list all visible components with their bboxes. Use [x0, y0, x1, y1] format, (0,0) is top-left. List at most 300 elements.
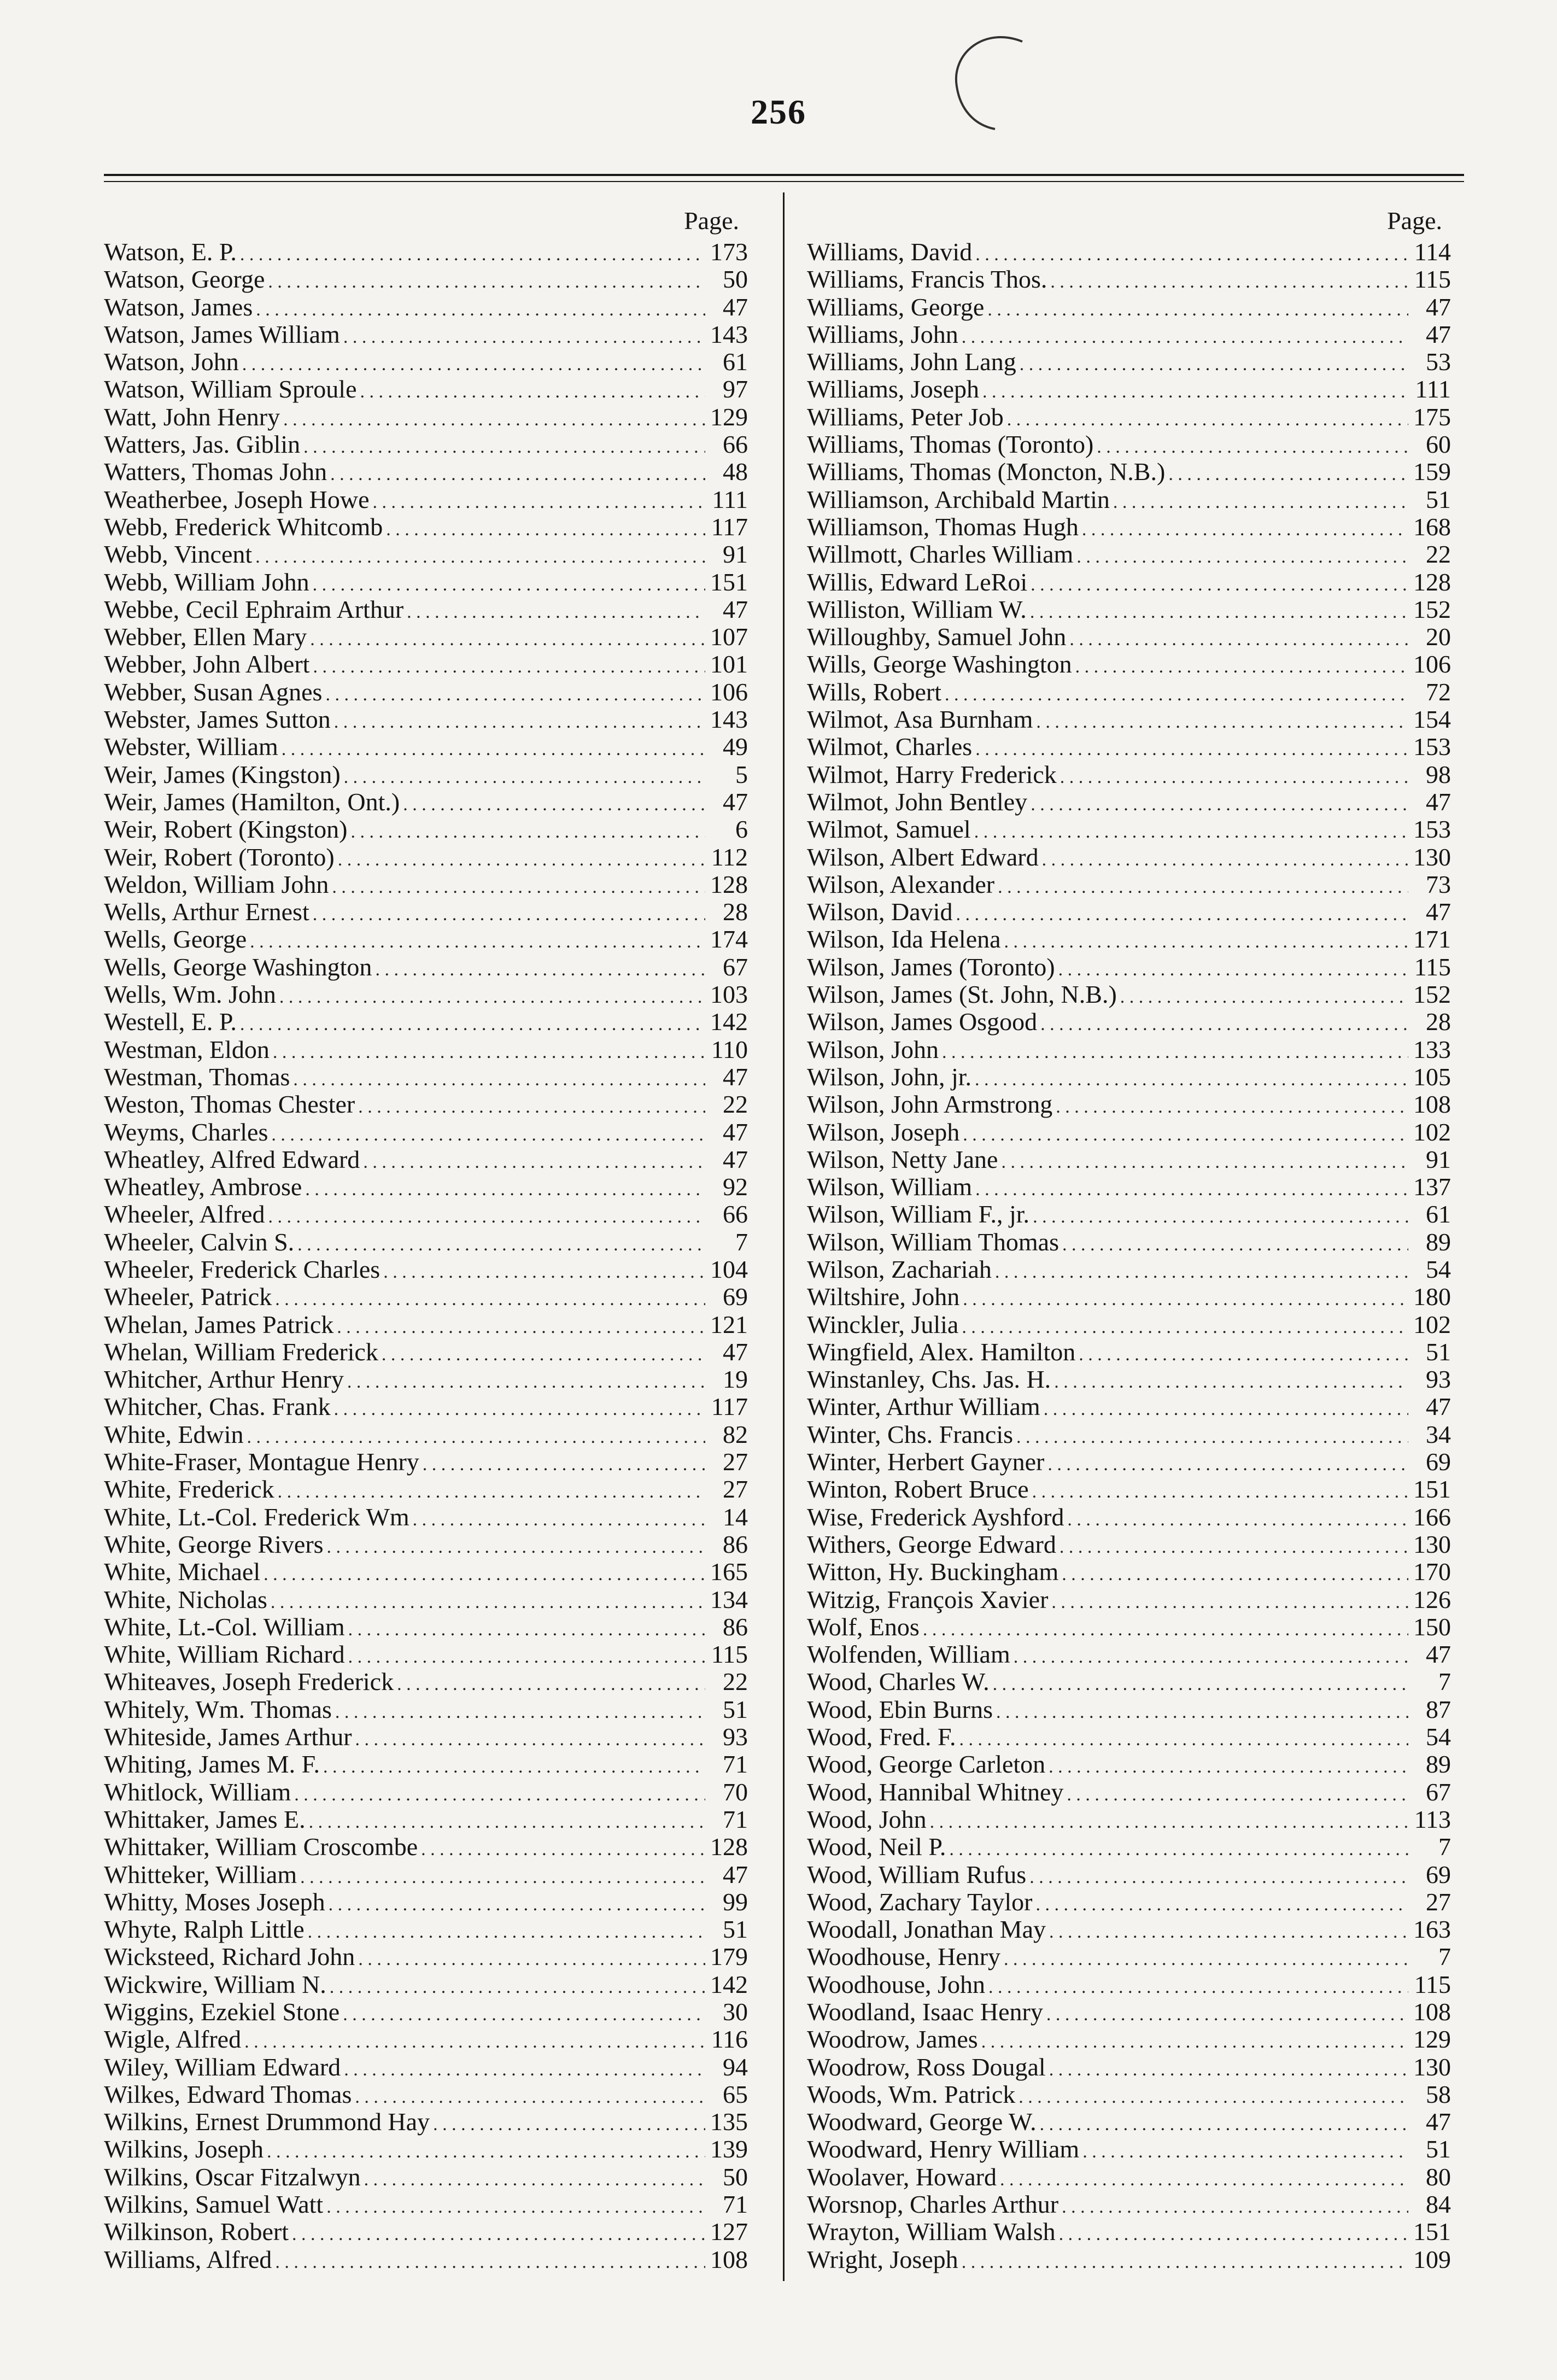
index-entry [807, 1283, 1451, 1311]
index-entry [104, 651, 748, 678]
entry-name: Wells, George [104, 925, 247, 954]
dot-leader [1060, 764, 1408, 791]
entry-name: Wheatley, Alfred Edward [104, 1145, 360, 1173]
entry-page-number: 135 [710, 2108, 748, 2136]
entry-page-number: 152 [1413, 980, 1451, 1009]
entry-page-number: 142 [710, 1008, 748, 1036]
dot-leader [1020, 351, 1408, 378]
entry-name: Wilkins, Oscar Fitzalwyn [104, 2162, 361, 2191]
entry-page-number: 86 [723, 1612, 748, 1641]
dot-leader [1032, 1478, 1408, 1506]
dot-leader [962, 1314, 1408, 1341]
index-entry [807, 1641, 1451, 1668]
entry-page-number: 6 [735, 815, 748, 844]
entry-name: Whiteaves, Joseph Frederick [104, 1668, 394, 1696]
index-entry [104, 1971, 748, 1998]
dot-leader [347, 1369, 705, 1396]
entry-name: Wilmot, Samuel [807, 815, 971, 844]
entry-page-number: 115 [1414, 1970, 1451, 1998]
entry-page-number: 130 [1413, 2052, 1451, 2081]
index-entry [807, 844, 1451, 871]
entry-page-number: 143 [710, 320, 748, 348]
dot-leader [383, 1259, 705, 1286]
entry-name: Winstanley, Chs. Jas. H. [807, 1365, 1051, 1394]
entry-page-number: 106 [1413, 650, 1451, 679]
dot-leader [348, 1616, 705, 1644]
index-entry [807, 486, 1451, 513]
entry-name: Wilmot, Harry Frederick [807, 760, 1057, 788]
entry-page-number: 51 [723, 1695, 748, 1723]
entry-page-number: 87 [1426, 1695, 1451, 1723]
entry-page-number: 89 [1426, 1750, 1451, 1779]
dot-leader [1035, 1891, 1408, 1919]
entry-page-number: 84 [1426, 2190, 1451, 2219]
dot-leader [240, 1011, 705, 1038]
entry-name: Whittaker, James E. [104, 1805, 306, 1833]
entry-page-number: 86 [723, 1530, 748, 1558]
index-entry [807, 1943, 1451, 1970]
index-entry [104, 788, 748, 816]
entry-page-number: 102 [1413, 1118, 1451, 1146]
dot-leader [1044, 1396, 1408, 1423]
dot-leader [375, 956, 705, 984]
dot-leader [1030, 599, 1408, 626]
dot-leader [355, 1726, 705, 1753]
entry-name: Williams, John [807, 320, 958, 348]
index-entry [104, 1943, 748, 1970]
entry-page-number: 111 [712, 485, 748, 513]
entry-name: White-Fraser, Montague Henry [104, 1448, 419, 1476]
dot-leader [975, 241, 1408, 268]
page-column-heading: Page. [1387, 207, 1442, 235]
entry-name: Wills, Robert [807, 677, 942, 706]
index-entry [104, 1504, 748, 1531]
entry-name: Watson, John [104, 348, 239, 376]
dot-leader [244, 2028, 705, 2056]
entry-page-number: 179 [710, 1943, 748, 1971]
index-entry [104, 294, 748, 321]
index-entry [807, 1833, 1451, 1861]
dot-leader [1046, 2001, 1408, 2028]
entry-name: White, George Rivers [104, 1530, 324, 1558]
dot-leader [975, 1066, 1408, 1093]
entry-name: Whittaker, William Croscombe [104, 1833, 418, 1861]
index-entry [104, 1256, 748, 1283]
dot-leader [923, 1616, 1408, 1644]
entry-page-number: 61 [1426, 1200, 1451, 1229]
index-entry [104, 981, 748, 1008]
entry-page-number: 129 [1413, 2025, 1451, 2054]
entry-name: Wilkins, Ernest Drummond Hay [104, 2108, 430, 2136]
entry-page-number: 137 [1413, 1173, 1451, 1201]
dot-leader [268, 1203, 705, 1231]
dot-leader [305, 1176, 705, 1203]
dot-leader [981, 2028, 1408, 2056]
entry-name: Watson, George [104, 265, 265, 294]
entry-name: Wilson, William [807, 1173, 973, 1201]
dot-leader [326, 2194, 705, 2221]
index-list-left [104, 238, 748, 2273]
column-divider [783, 192, 785, 2281]
dot-leader [1040, 2111, 1408, 2138]
index-entry [807, 679, 1451, 706]
index-entry [807, 2218, 1451, 2245]
dot-leader [1042, 846, 1408, 874]
dot-leader [358, 1093, 705, 1121]
dot-leader [382, 1341, 705, 1369]
dot-leader [256, 296, 705, 324]
entry-page-number: 151 [1413, 2218, 1451, 2246]
index-entry [104, 2026, 748, 2053]
entry-name: Webb, Vincent [104, 540, 253, 569]
entry-name: Wilkes, Edward Thomas [104, 2080, 352, 2108]
index-entry [104, 1723, 748, 1751]
entry-page-number: 47 [723, 293, 748, 321]
entry-name: Williams, George [807, 293, 985, 321]
index-entry [104, 816, 748, 843]
entry-page-number: 159 [1413, 458, 1451, 486]
entry-name: Wheeler, Calvin S. [104, 1227, 295, 1256]
entry-name: Wood, George Carleton [807, 1750, 1046, 1779]
entry-page-number: 49 [723, 733, 748, 761]
index-entry [807, 266, 1451, 293]
dot-leader [1062, 2194, 1408, 2221]
index-entry [807, 1696, 1451, 1723]
dot-leader [998, 874, 1408, 901]
entry-page-number: 54 [1426, 1255, 1451, 1283]
entry-page-number: 97 [723, 375, 748, 404]
entry-name: Whiting, James M. F. [104, 1750, 320, 1779]
entry-name: Watson, James [104, 293, 253, 321]
dot-leader [271, 1121, 705, 1149]
entry-page-number: 69 [723, 1283, 748, 1311]
dot-leader [360, 378, 706, 406]
entry-name: Williams, Joseph [807, 375, 980, 404]
dot-leader [294, 1781, 705, 1809]
entry-page-number: 27 [723, 1475, 748, 1504]
index-entry [807, 2246, 1451, 2273]
entry-page-number: 58 [1426, 2080, 1451, 2108]
entry-page-number: 7 [1438, 1833, 1451, 1861]
entry-name: Wood, Zachary Taylor [807, 1887, 1033, 1916]
entry-page-number: 73 [1426, 870, 1451, 898]
entry-page-number: 174 [710, 925, 748, 954]
entry-page-number: 116 [711, 2025, 748, 2054]
index-entry [104, 1173, 748, 1201]
entry-name: Winter, Chs. Francis [807, 1420, 1014, 1448]
index-entry [807, 541, 1451, 568]
dot-leader [338, 846, 705, 874]
entry-page-number: 106 [710, 677, 748, 706]
entry-page-number: 51 [1426, 485, 1451, 513]
entry-page-number: 47 [723, 595, 748, 623]
entry-page-number: 47 [1426, 787, 1451, 816]
dot-leader [974, 818, 1408, 846]
dot-leader [982, 378, 1408, 406]
entry-name: Woodhouse, Henry [807, 1943, 1001, 1971]
entry-name: Wilson, Zachariah [807, 1255, 992, 1283]
entry-page-number: 47 [1426, 293, 1451, 321]
index-entry [104, 761, 748, 788]
entry-page-number: 47 [723, 1145, 748, 1173]
entry-page-number: 22 [723, 1668, 748, 1696]
dot-leader [313, 571, 705, 599]
index-entry [104, 1641, 748, 1668]
dot-leader [335, 1699, 705, 1726]
entry-name: Wilson, John, jr. [807, 1062, 971, 1091]
entry-name: Whelan, James Patrick [104, 1310, 334, 1338]
entry-page-number: 171 [1413, 925, 1451, 954]
entry-page-number: 66 [723, 1200, 748, 1229]
index-entry [104, 954, 748, 981]
entry-page-number: 80 [1426, 2162, 1451, 2191]
dot-leader [275, 1286, 705, 1313]
dot-leader [282, 736, 705, 763]
index-entry [807, 816, 1451, 843]
index-entry [104, 1779, 748, 1806]
dot-leader [407, 599, 705, 626]
index-entry [104, 1998, 748, 2026]
dot-leader [403, 791, 705, 818]
index-entry [104, 404, 748, 431]
index-entry [807, 1558, 1451, 1586]
index-entry [104, 1063, 748, 1091]
entry-page-number: 47 [723, 1062, 748, 1091]
entry-name: Westman, Thomas [104, 1062, 290, 1091]
index-entry [807, 733, 1451, 761]
entry-page-number: 153 [1413, 733, 1451, 761]
entry-page-number: 151 [1413, 1475, 1451, 1504]
index-entry [104, 1833, 748, 1861]
index-list-right [807, 238, 1451, 2273]
entry-page-number: 108 [1413, 1090, 1451, 1119]
index-entry [104, 1861, 748, 1888]
dot-leader [1051, 1589, 1408, 1616]
dot-leader [1067, 1781, 1408, 1809]
index-entry [104, 1393, 748, 1420]
index-entry [807, 1063, 1451, 1091]
entry-page-number: 130 [1413, 1530, 1451, 1558]
index-entry [807, 1338, 1451, 1366]
entry-name: Watters, Thomas John [104, 458, 327, 486]
entry-page-number: 128 [710, 1833, 748, 1861]
dot-leader [1082, 516, 1408, 543]
dot-leader [1014, 1644, 1408, 1671]
entry-name: White, Michael [104, 1558, 261, 1586]
entry-name: Wood, Fred. F. [807, 1723, 956, 1751]
entry-page-number: 104 [710, 1255, 748, 1283]
entry-page-number: 47 [1426, 1393, 1451, 1421]
index-entry [104, 1696, 748, 1723]
index-entry [104, 348, 748, 376]
entry-page-number: 165 [710, 1558, 748, 1586]
entry-name: Weir, Robert (Kingston) [104, 815, 348, 844]
dot-leader [343, 324, 705, 351]
index-entry [104, 1229, 748, 1256]
index-entry [807, 2191, 1451, 2218]
entry-page-number: 67 [723, 952, 748, 981]
entry-name: Wickwire, William N. [104, 1970, 326, 1998]
entry-name: Whitely, Wm. Thomas [104, 1695, 332, 1723]
index-entry [807, 871, 1451, 898]
entry-page-number: 93 [1426, 1365, 1451, 1394]
entry-name: Wood, John [807, 1805, 927, 1833]
index-entry [807, 1998, 1451, 2026]
entry-page-number: 47 [723, 1118, 748, 1146]
index-entry [104, 1751, 748, 1778]
dot-leader [1016, 1424, 1408, 1451]
entry-page-number: 112 [711, 843, 748, 871]
entry-name: Woodall, Jonathan May [807, 1915, 1046, 1944]
index-entry [807, 1311, 1451, 1338]
entry-name: White, Frederick [104, 1475, 274, 1504]
dot-leader [1031, 791, 1408, 818]
entry-name: Watson, E. P. [104, 238, 237, 266]
index-entry [104, 2246, 748, 2273]
dot-leader [1040, 1011, 1408, 1038]
index-entry [807, 1586, 1451, 1613]
entry-page-number: 105 [1413, 1062, 1451, 1091]
entry-page-number: 66 [723, 430, 748, 459]
entry-name: Weir, Robert (Toronto) [104, 843, 335, 871]
entry-name: White, Edwin [104, 1420, 244, 1448]
dot-leader [1075, 653, 1408, 681]
dot-leader [313, 901, 705, 928]
dot-leader [334, 1396, 705, 1423]
entry-name: Wood, Neil P. [807, 1833, 946, 1861]
dot-leader [1029, 1864, 1408, 1891]
entry-name: Whitcher, Chas. Frank [104, 1393, 331, 1421]
index-entry [807, 1448, 1451, 1476]
dot-leader [283, 406, 705, 434]
dot-leader [355, 2084, 705, 2111]
dot-leader [344, 2056, 705, 2084]
entry-name: Wilmot, John Bentley [807, 787, 1028, 816]
dot-leader [373, 489, 706, 516]
dot-leader [313, 653, 705, 681]
entry-page-number: 111 [1415, 375, 1451, 404]
entry-name: Woods, Wm. Patrick [807, 2080, 1016, 2108]
index-entry [104, 926, 748, 953]
header-rule [104, 174, 1464, 176]
entry-name: Wilmot, Charles [807, 733, 973, 761]
dot-leader [1050, 268, 1408, 296]
entry-name: Willis, Edward LeRoi [807, 568, 1028, 596]
index-entry [104, 1421, 748, 1448]
entry-name: Wilkins, Samuel Watt [104, 2190, 324, 2219]
dot-leader [975, 1176, 1408, 1203]
entry-name: Westman, Eldon [104, 1035, 270, 1063]
entry-page-number: 54 [1426, 1723, 1451, 1751]
entry-name: Wood, William Rufus [807, 1860, 1027, 1888]
entry-name: Whelan, William Frederick [104, 1337, 378, 1366]
dot-leader [334, 709, 705, 736]
dot-leader [264, 1561, 705, 1588]
entry-page-number: 50 [723, 2162, 748, 2191]
entry-page-number: 27 [723, 1448, 748, 1476]
index-entry [807, 1668, 1451, 1695]
dot-leader [247, 1424, 706, 1451]
entry-name: Wiley, William Edward [104, 2052, 341, 2081]
index-entry [104, 1311, 748, 1338]
dot-leader [1004, 928, 1408, 956]
entry-page-number: 14 [723, 1502, 748, 1531]
dot-leader [1054, 1369, 1408, 1396]
dot-leader [364, 2166, 705, 2194]
entry-page-number: 67 [1426, 1777, 1451, 1806]
index-entry [104, 2136, 748, 2163]
entry-name: Wilson, Ida Helena [807, 925, 1001, 954]
index-entry [807, 431, 1451, 458]
entry-page-number: 93 [723, 1723, 748, 1751]
entry-name: Watt, John Henry [104, 402, 280, 431]
entry-page-number: 72 [1426, 677, 1451, 706]
index-entry [104, 1668, 748, 1695]
entry-page-number: 89 [1426, 1227, 1451, 1256]
index-entry [807, 788, 1451, 816]
entry-name: Winter, Arthur William [807, 1393, 1040, 1421]
entry-page-number: 51 [1426, 1337, 1451, 1366]
entry-name: Wise, Frederick Ayshford [807, 1502, 1064, 1531]
index-entry [807, 761, 1451, 788]
index-entry [807, 1173, 1451, 1201]
left-column [104, 203, 748, 2273]
entry-name: Wilson, William Thomas [807, 1227, 1059, 1256]
index-entry [807, 1531, 1451, 1558]
entry-page-number: 102 [1413, 1310, 1451, 1338]
index-entry [104, 733, 748, 761]
entry-page-number: 103 [710, 980, 748, 1009]
index-entry [104, 321, 748, 348]
entry-name: Withers, George Edward [807, 1530, 1056, 1558]
index-entry [807, 2081, 1451, 2108]
entry-page-number: 134 [710, 1585, 748, 1613]
dot-leader [337, 1314, 705, 1341]
index-entry [807, 348, 1451, 376]
index-entry [807, 321, 1451, 348]
entry-page-number: 51 [723, 1915, 748, 1944]
entry-page-number: 173 [710, 238, 748, 266]
entry-name: Worsnop, Charles Arthur [807, 2190, 1059, 2219]
entry-name: Wilson, James (St. John, N.B.) [807, 980, 1117, 1009]
entry-page-number: 142 [710, 1970, 748, 1998]
index-entry [104, 1888, 748, 1916]
entry-page-number: 19 [723, 1365, 748, 1394]
entry-page-number: 47 [1426, 320, 1451, 348]
index-entry [807, 1806, 1451, 1833]
dot-leader [1049, 1919, 1408, 1946]
dot-leader [297, 1231, 705, 1259]
dot-leader [350, 818, 705, 846]
index-entry [104, 1448, 748, 1476]
index-entry [104, 2108, 748, 2136]
index-entry [104, 486, 748, 513]
index-entry [807, 1476, 1451, 1503]
dot-leader [278, 1478, 705, 1506]
entry-page-number: 170 [1413, 1558, 1451, 1586]
index-entry [807, 458, 1451, 486]
entry-name: Weir, James (Kingston) [104, 760, 341, 788]
entry-page-number: 71 [723, 1750, 748, 1779]
index-entry [104, 596, 748, 623]
entry-page-number: 7 [735, 1227, 748, 1256]
index-entry [104, 238, 748, 266]
entry-name: White, Lt.-Col. William [104, 1612, 345, 1641]
index-entry [104, 1201, 748, 1228]
entry-page-number: 130 [1413, 843, 1451, 871]
entry-name: Wells, Arthur Ernest [104, 898, 309, 926]
entry-name: White, William Richard [104, 1640, 345, 1669]
